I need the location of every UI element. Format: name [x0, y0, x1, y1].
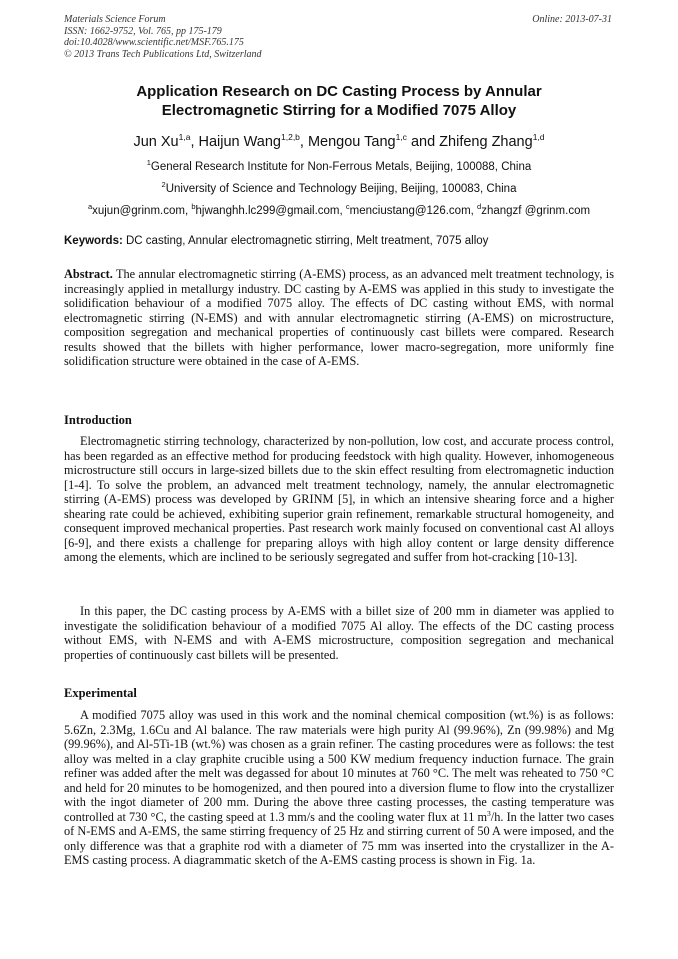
- author-name: and Zhifeng Zhang: [406, 133, 533, 150]
- online-date: Online: 2013-07-31: [532, 14, 612, 25]
- email-mark: c: [345, 202, 350, 211]
- affil-text: General Research Institute for Non-Ferrous Metals, Beijing, 100088, China: [150, 160, 532, 173]
- section-heading-experimental: Experimental: [64, 686, 137, 700]
- email-line: [64, 200, 614, 218]
- author-affil-mark: 1,c: [395, 132, 407, 142]
- section-heading-introduction: Introduction: [64, 413, 132, 427]
- affil-mark: 2: [161, 180, 166, 189]
- experimental-paragraph-1: [64, 708, 614, 868]
- email-address: menciustang@126.com,: [349, 204, 478, 217]
- author-list: [64, 128, 614, 151]
- abstract: [64, 267, 614, 369]
- experimental-text: /h. In the latter two cases of N-EMS and A-EMS, the same stirring frequency of 25 Hz and stirring current of 50 A were imposed, and the only difference was that a graphite rod with a diameter of 75 mm was inserted into the crystallizer in the A-EMS casting process. A diagrammatic sketch of the A-EMS casting process is shown in Fig. 1a.: [64, 809, 614, 868]
- email-mark: b: [191, 202, 196, 211]
- email-address: zhangzf @grinm.com: [481, 204, 591, 217]
- author-affil-mark: 1,d: [532, 132, 545, 142]
- author-name: , Mengou Tang: [299, 133, 396, 150]
- email-address: xujun@grinm.com,: [92, 204, 192, 217]
- email-mark: a: [87, 202, 93, 211]
- journal-copyright: © 2013 Trans Tech Publications Ltd, Switzerland: [64, 48, 262, 60]
- intro-paragraph-1: Electromagnetic stirring technology, characterized by non-pollution, low cost, and accurate process control, has been regarded as an effective method for producing feedstock with high quality. However, inhomogeneous microstructure still occurs in large-sized billets due to the skin effect resulting from electromagnetic induction [1-4]. To solve the problem, an advanced melt treatment technology, namely, the annular electromagnetic stirring (A-EMS) process was developed by GRINM [5], in which an intensive shearing force and a higher shearing rate could be achieved, exhibiting superior grain refinement, remarkable structural homogeneity, and consequent improved mechanical properties. Past research work mainly focused on conventional cast Al alloys [6-9], and there exists a challenge for preparing alloys with high alloy content or large density difference among the elements, which are inclined to be seriously segregated and suffer from hot-cracking [10-13].: [64, 434, 614, 565]
- author-name: Jun Xu: [133, 133, 179, 150]
- keywords-label: Keywords:: [64, 235, 123, 247]
- title-line-2: Electromagnetic Stirring for a Modified 7075 Alloy: [161, 102, 517, 119]
- journal-issn: ISSN: 1662-9752, Vol. 765, pp 175-179: [64, 25, 222, 37]
- author-affil-mark: 1,2,b: [281, 132, 300, 142]
- journal-doi: doi:10.4028/www.scientific.net/MSF.765.175: [64, 37, 244, 48]
- journal-name: Materials Science Forum: [64, 14, 166, 25]
- journal-header: [64, 14, 262, 60]
- experimental-text: A modified 7075 alloy was used in this work and the nominal chemical composition (wt.%) is as follows: 5.6Zn, 2.3Mg, 1.6Cu and Al balance. The raw materials were high purity Al (99.96%), Zn (99.98%) and Mg (99.96%), and Al-5Ti-1B (wt.%) was chosen as a grain refiner. The casting procedures were as follows: the test alloy was melted in a clay graphite crucible using a 500 KW medium frequency induction furnace. The grain refiner was added after the melt was degassed for about 10 minutes at 760 °C. The melt was reheated to 750 °C and held for 20 minutes to be homogenized, and then poured into a diversion flume to flow into the crystallizer with the ingot diameter of 200 mm. During the above three casting processes, the casting temperature was controlled at 730 °C, the casting speed at 1.3 mm/s and the cooling water flux at 11 m: [64, 708, 614, 824]
- affil-text: University of Science and Technology Beijing, Beijing, 100083, China: [165, 182, 517, 195]
- abstract-label: Abstract.: [64, 267, 113, 281]
- keywords-text: DC casting, Annular electromagnetic stirring, Melt treatment, 7075 alloy: [122, 235, 489, 247]
- author-name: , Haijun Wang: [190, 133, 281, 150]
- author-affil-mark: 1,a: [178, 132, 191, 142]
- abstract-text: The annular electromagnetic stirring (A-EMS) process, as an advanced melt treatment technology, is increasingly applied in metallurgy industry. DC casting by A-EMS was applied in this study to investigate the solidification behaviour of a modified 7075 alloy. The effects of DC casting without EMS, with normal electromagnetic stirring (N-EMS) and with annular electromagnetic stirring (A-EMS) on microstructure, composition segregation and mechanical properties of continuously cast billets were compared. Research results showed that the billets with higher performance, lower macro-segregation, more uniformly fine solidification structure were obtained in the case of A-EMS.: [64, 267, 614, 369]
- affiliation-1: [64, 156, 614, 174]
- paper-title: [64, 82, 614, 120]
- email-mark: d: [477, 202, 482, 211]
- unit-superscript: 3: [487, 808, 491, 818]
- email-address: hjwanghh.lc299@gmail.com,: [195, 204, 346, 217]
- keywords: [64, 234, 614, 248]
- affiliation-2: [64, 178, 614, 196]
- intro-paragraph-2: In this paper, the DC casting process by A-EMS with a billet size of 200 mm in diameter was applied to investigate the solidification behaviour of a modified 7075 Al alloy. The effects of the DC casting process without EMS, with N-EMS and with A-EMS microstructure, composition segregation and mechanical properties of continuously cast billets will be presented.: [64, 604, 614, 662]
- title-line-1: Application Research on DC Casting Process by Annular: [136, 83, 542, 100]
- affil-mark: 1: [146, 158, 151, 167]
